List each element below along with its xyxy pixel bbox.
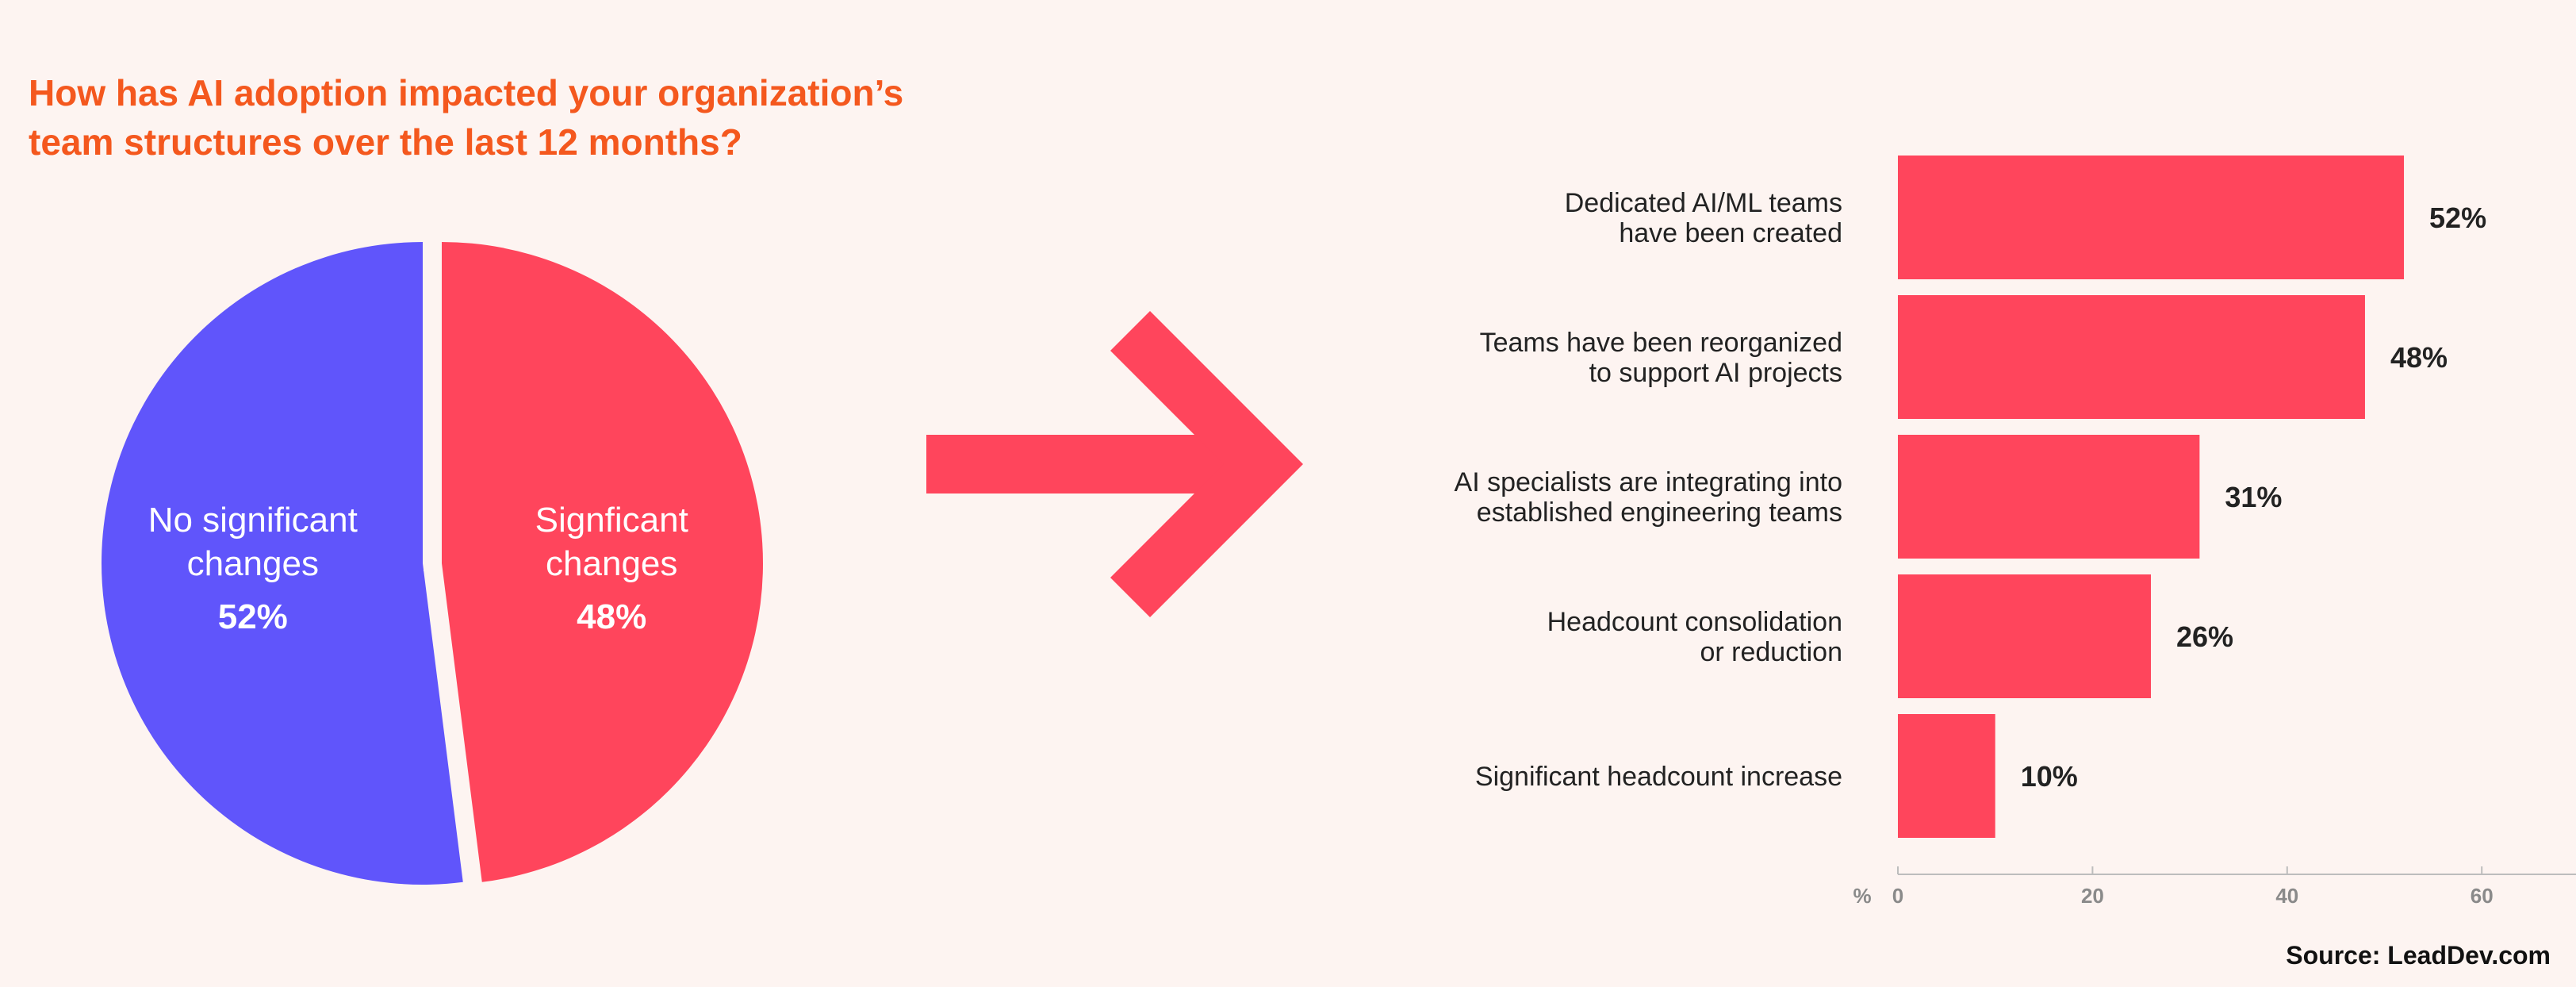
pie-slice-label: changes [186,544,319,583]
bar-category-label: Teams have been reorganized [1479,328,1842,358]
bar-category-label: Dedicated AI/ML teams [1564,188,1842,218]
bar-category-label: or reduction [1700,637,1842,667]
pie-slice-value-label: 52% [217,597,288,636]
x-axis-unit-label: % [1853,884,1872,908]
bar-value-label: 48% [2390,341,2448,374]
bar [1898,295,2365,419]
x-axis-tick-label: 0 [1892,884,1904,908]
bar-category-label: have been created [1619,218,1842,248]
bar-category-label: to support AI projects [1589,358,1842,388]
pie-chart [102,238,763,885]
bar-value-label: 31% [2225,481,2283,513]
bar-category-label: Headcount consolidation [1547,607,1842,637]
bar-chart [1455,156,2576,908]
arrow-graphic [926,311,1303,617]
chart-title-line-1: How has AI adoption impacted your organization’s [29,72,904,113]
x-axis-tick-label: 60 [2470,884,2494,908]
chart-title-line-2: team structures over the last 12 months? [29,121,742,163]
bar [1898,156,2404,279]
x-axis-tick-label: 40 [2275,884,2299,908]
source-credit: Source: LeadDev.com [2286,941,2551,970]
bar-category-label: AI specialists are integrating into [1454,467,1842,497]
bar-value-label: 10% [2020,760,2078,793]
bar-value-label: 26% [2176,620,2234,653]
pie-slice-label: Signficant [535,501,688,540]
bar [1898,714,1995,838]
bar-category-label: Significant headcount increase [1474,762,1842,792]
pie-slice-value-label: 48% [577,597,647,636]
bar [1898,435,2199,559]
bar-value-label: 52% [2429,202,2487,234]
pie-slice-label: changes [546,544,678,583]
bar-category-label: established engineering teams [1476,497,1842,528]
bar [1898,574,2151,698]
x-axis-tick-label: 20 [2080,884,2104,908]
pie-slice-label: No significant [148,501,358,540]
